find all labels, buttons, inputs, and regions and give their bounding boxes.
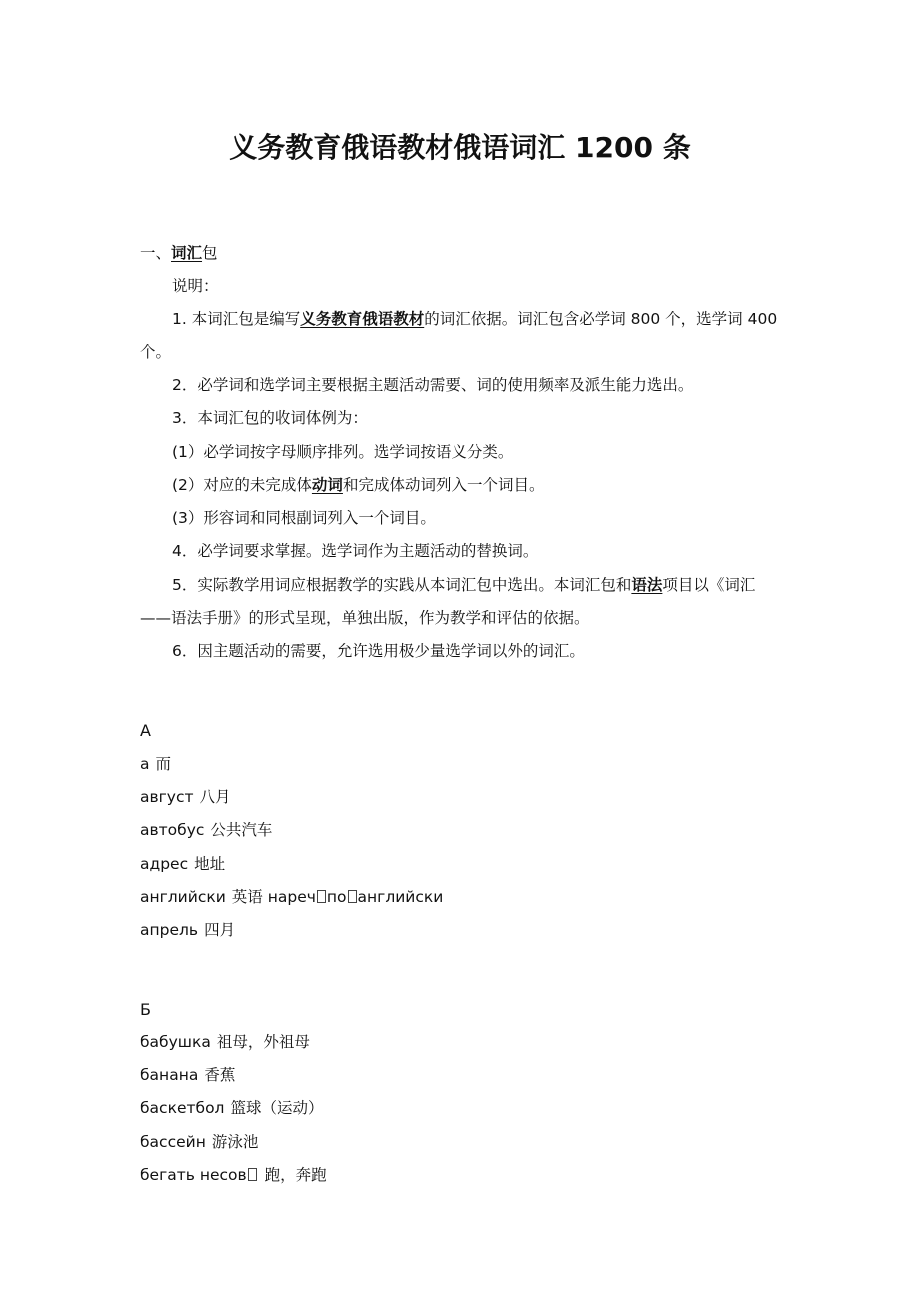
entry-meaning: 而 [155, 755, 172, 773]
note-1-text-b: 的词汇依据。词汇包含必学词 800 个，选学词 400 [424, 310, 778, 328]
entry-a-1 [140, 786, 231, 808]
entry-a-5 [140, 919, 235, 941]
note-5-text-a: 5．实际教学用词应根据教学的实践从本词汇包中选出。本词汇包和 [172, 576, 632, 594]
entry-word: бегать несов [140, 1166, 247, 1184]
letter-heading-b: Б [140, 1000, 151, 1019]
entry-word: английски [140, 888, 226, 906]
entry-word: август [140, 788, 194, 806]
entry-meaning: 地址 [194, 855, 226, 873]
note-1-text-a: 1. 本词汇包是编写 [172, 310, 301, 328]
entry-meaning: 跑，奔跑 [264, 1166, 327, 1184]
missing-glyph-icon [348, 890, 357, 903]
entry-meaning: 香蕉 [204, 1066, 236, 1084]
missing-glyph-icon [248, 1168, 257, 1181]
entry-meaning: 公共汽车 [210, 821, 273, 839]
entry-meaning: 篮球（运动） [230, 1099, 324, 1117]
entry-a-4 [140, 886, 443, 908]
entry-b-4 [140, 1164, 327, 1186]
entry-note-part: нареч [267, 888, 316, 906]
explain-label: 说明： [172, 277, 219, 295]
note-5-link-grammar[interactable]: 语法 [631, 576, 663, 594]
note-3-2-text-a: (2）对应的未完成体 [172, 476, 312, 494]
note-5-text-b: 项目以《词汇 [662, 576, 756, 594]
letter-heading-a: А [140, 721, 151, 740]
entry-a-0 [140, 753, 171, 775]
document-title: 义务教育俄语教材俄语词汇 1200 条 [229, 131, 691, 164]
note-6: 6．因主题活动的需要，允许选用极少量选学词以外的词汇。 [172, 642, 585, 660]
section-suffix: 包 [202, 244, 218, 262]
entry-word: автобус [140, 821, 205, 839]
note-2: 2．必学词和选学词主要根据主题活动需要、词的使用频率及派生能力选出。 [172, 376, 694, 394]
note-3-3: (3）形容词和同根副词列入一个词目。 [172, 509, 436, 527]
entry-word: адрес [140, 855, 189, 873]
note-3-2-link-verb[interactable]: 动词 [311, 476, 343, 494]
note-1-link-textbook[interactable]: 义务教育俄语教材 [300, 310, 425, 328]
note-3-2 [172, 474, 544, 496]
missing-glyph-icon [317, 890, 326, 903]
entry-b-1 [140, 1064, 235, 1086]
entry-b-3 [140, 1131, 258, 1153]
note-5-line-1 [172, 574, 755, 596]
section-link-vocabulary[interactable]: 词汇 [171, 244, 203, 262]
note-1-line-1 [172, 308, 777, 330]
note-1-line-2: 个。 [140, 343, 172, 361]
entry-meaning: 四月 [204, 921, 236, 939]
entry-meaning: 八月 [199, 788, 231, 806]
entry-meaning: 英语 [231, 888, 263, 906]
entry-word: а [140, 755, 150, 773]
note-4: 4．必学词要求掌握。选学词作为主题活动的替换词。 [172, 542, 539, 560]
entry-word: бассейн [140, 1133, 206, 1151]
entry-note-part: английски [357, 888, 444, 906]
section-prefix: 一、 [140, 244, 172, 262]
section-heading [140, 242, 218, 264]
entry-b-2 [140, 1097, 323, 1119]
entry-meaning: 祖母，外祖母 [216, 1033, 310, 1051]
entry-word: баскетбол [140, 1099, 225, 1117]
entry-note-part: по [326, 888, 347, 906]
note-3-1: (1）必学词按字母顺序排列。选学词按语义分类。 [172, 443, 514, 461]
entry-word: банана [140, 1066, 199, 1084]
entry-word: апрель [140, 921, 199, 939]
entry-a-3 [140, 853, 225, 875]
entry-b-0 [140, 1031, 310, 1053]
entry-note [268, 888, 444, 906]
entry-word: бабушка [140, 1033, 211, 1051]
entry-a-2 [140, 819, 272, 841]
note-5-line-2: ——语法手册》的形式呈现，单独出版，作为教学和评估的依据。 [140, 609, 590, 627]
note-3-2-text-b: 和完成体动词列入一个词目。 [342, 476, 545, 494]
note-3: 3．本词汇包的收词体例为： [172, 409, 368, 427]
entry-meaning: 游泳池 [211, 1133, 259, 1151]
